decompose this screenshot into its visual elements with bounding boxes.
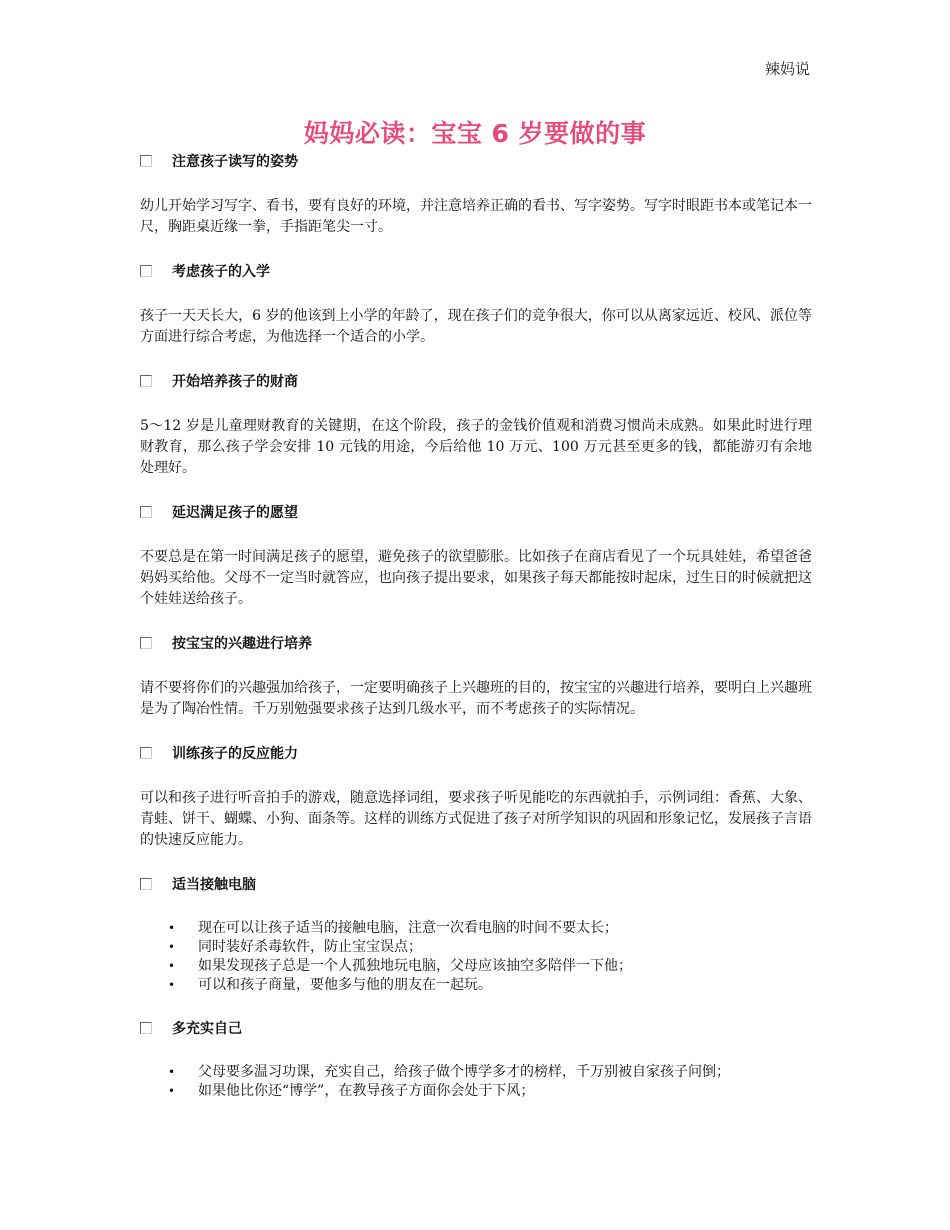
section-heading bbox=[140, 632, 812, 654]
section-heading-text: 按宝宝的兴趣进行培养 bbox=[172, 636, 312, 652]
list-item-text: 现在可以让孩子适当的接触电脑，注意一次看电脑的时间不要太长； bbox=[198, 920, 618, 936]
bullet-list bbox=[140, 1063, 812, 1101]
bullet-icon: • bbox=[168, 978, 176, 992]
list-item bbox=[140, 957, 812, 976]
section-paragraph: 请不要将你们的兴趣强加给孩子，一定要明确孩子上兴趣班的目的，按宝宝的兴趣进行培养，要明白上兴趣班是为了陶冶性情。千万别勉强要求孩子达到几级水平，而不考虑孩子的实际情况。 bbox=[140, 680, 812, 717]
section-heading-text: 注意孩子读写的姿势 bbox=[172, 154, 298, 170]
bullet-icon: • bbox=[168, 1084, 176, 1098]
section-heading-text: 多充实自己 bbox=[172, 1021, 242, 1037]
section-heading bbox=[140, 260, 812, 282]
checkbox-icon bbox=[140, 506, 152, 518]
section-heading bbox=[140, 150, 812, 172]
section-paragraph: 不要总是在第一时间满足孩子的愿望，避免孩子的欲望膨胀。比如孩子在商店看见了一个玩具娃娃，希望爸爸妈妈买给他。父母不一定当时就答应，也向孩子提出要求，如果孩子每天都能按时起床，过生日的时候就把这个娃娃送给孩子。 bbox=[140, 549, 812, 607]
section-computer-use bbox=[140, 873, 812, 995]
section-reaction-training bbox=[140, 742, 812, 851]
section-heading bbox=[140, 742, 812, 764]
section-heading-text: 考虑孩子的入学 bbox=[172, 264, 270, 280]
checkbox-icon bbox=[140, 878, 152, 890]
checkbox-icon bbox=[140, 155, 152, 167]
list-item bbox=[140, 919, 812, 938]
section-paragraph: 5～12 岁是儿童理财教育的关键期，在这个阶段，孩子的金钱价值观和消费习惯尚未成熟。如果此时进行理财教育，那么孩子学会安排 10 元钱的用途，今后给他 10 万元、100 万元甚至更多的钱，都能游刃有余地处理好。 bbox=[140, 418, 812, 476]
section-heading-text: 开始培养孩子的财商 bbox=[172, 374, 298, 390]
section-heading-text: 适当接触电脑 bbox=[172, 877, 256, 893]
list-item bbox=[140, 1082, 812, 1101]
checkbox-icon bbox=[140, 1022, 152, 1034]
section-heading bbox=[140, 873, 812, 895]
section-heading bbox=[140, 370, 812, 392]
section-paragraph: 幼儿开始学习写字、看书，要有良好的环境，并注意培养正确的看书、写字姿势。写字时眼距书本或笔记本一尺，胸距桌近缘一拳，手指距笔尖一寸。 bbox=[140, 198, 812, 235]
list-item-text: 父母要多温习功课，充实自己，给孩子做个博学多才的榜样，千万别被自家孩子问倒； bbox=[198, 1064, 730, 1080]
page-title: 妈妈必读：宝宝 6 岁要做的事 bbox=[303, 119, 647, 148]
section-heading bbox=[140, 1017, 812, 1039]
section-paragraph: 孩子一天天长大，6 岁的他该到上小学的年龄了，现在孩子们的竞争很大，你可以从离家远近、校风、派位等方面进行综合考虑，为他选择一个适合的小学。 bbox=[140, 308, 812, 345]
bullet-icon: • bbox=[168, 959, 176, 973]
section-financial-quotient bbox=[140, 370, 812, 479]
header-brand: 辣妈说 bbox=[764, 60, 810, 78]
section-paragraph: 可以和孩子进行听音拍手的游戏，随意选择词组，要求孩子听见能吃的东西就拍手，示例词组：香蕉、大象、青蛙、饼干、蝴蝶、小狗、面条等。这样的训练方式促进了孩子对所学知识的巩固和形象记忆，发展孩子言语的快速反应能力。 bbox=[140, 790, 812, 848]
bullet-icon: • bbox=[168, 940, 176, 954]
bullet-list bbox=[140, 919, 812, 995]
checkbox-icon bbox=[140, 265, 152, 277]
list-item bbox=[140, 1063, 812, 1082]
list-item bbox=[140, 976, 812, 995]
checkbox-icon bbox=[140, 747, 152, 759]
checkbox-icon bbox=[140, 375, 152, 387]
section-heading-text: 训练孩子的反应能力 bbox=[172, 746, 298, 762]
section-heading-text: 延迟满足孩子的愿望 bbox=[172, 505, 298, 521]
list-item-text: 可以和孩子商量，要他多与他的朋友在一起玩。 bbox=[198, 977, 492, 993]
list-item-text: 如果他比你还“博学”，在教导孩子方面你会处于下风； bbox=[198, 1083, 535, 1099]
section-self-improvement bbox=[140, 1017, 812, 1101]
checkbox-icon bbox=[140, 637, 152, 649]
section-reading-posture bbox=[140, 150, 812, 238]
list-item-text: 同时装好杀毒软件，防止宝宝误点； bbox=[198, 939, 422, 955]
section-heading bbox=[140, 501, 812, 523]
list-item bbox=[140, 938, 812, 957]
bullet-icon: • bbox=[168, 921, 176, 935]
section-delayed-gratification bbox=[140, 501, 812, 610]
list-item-text: 如果发现孩子总是一个人孤独地玩电脑，父母应该抽空多陪伴一下他； bbox=[198, 958, 632, 974]
section-school-enrollment bbox=[140, 260, 812, 348]
section-interest-cultivation bbox=[140, 632, 812, 720]
bullet-icon: • bbox=[168, 1065, 176, 1079]
content-body bbox=[140, 150, 812, 1123]
